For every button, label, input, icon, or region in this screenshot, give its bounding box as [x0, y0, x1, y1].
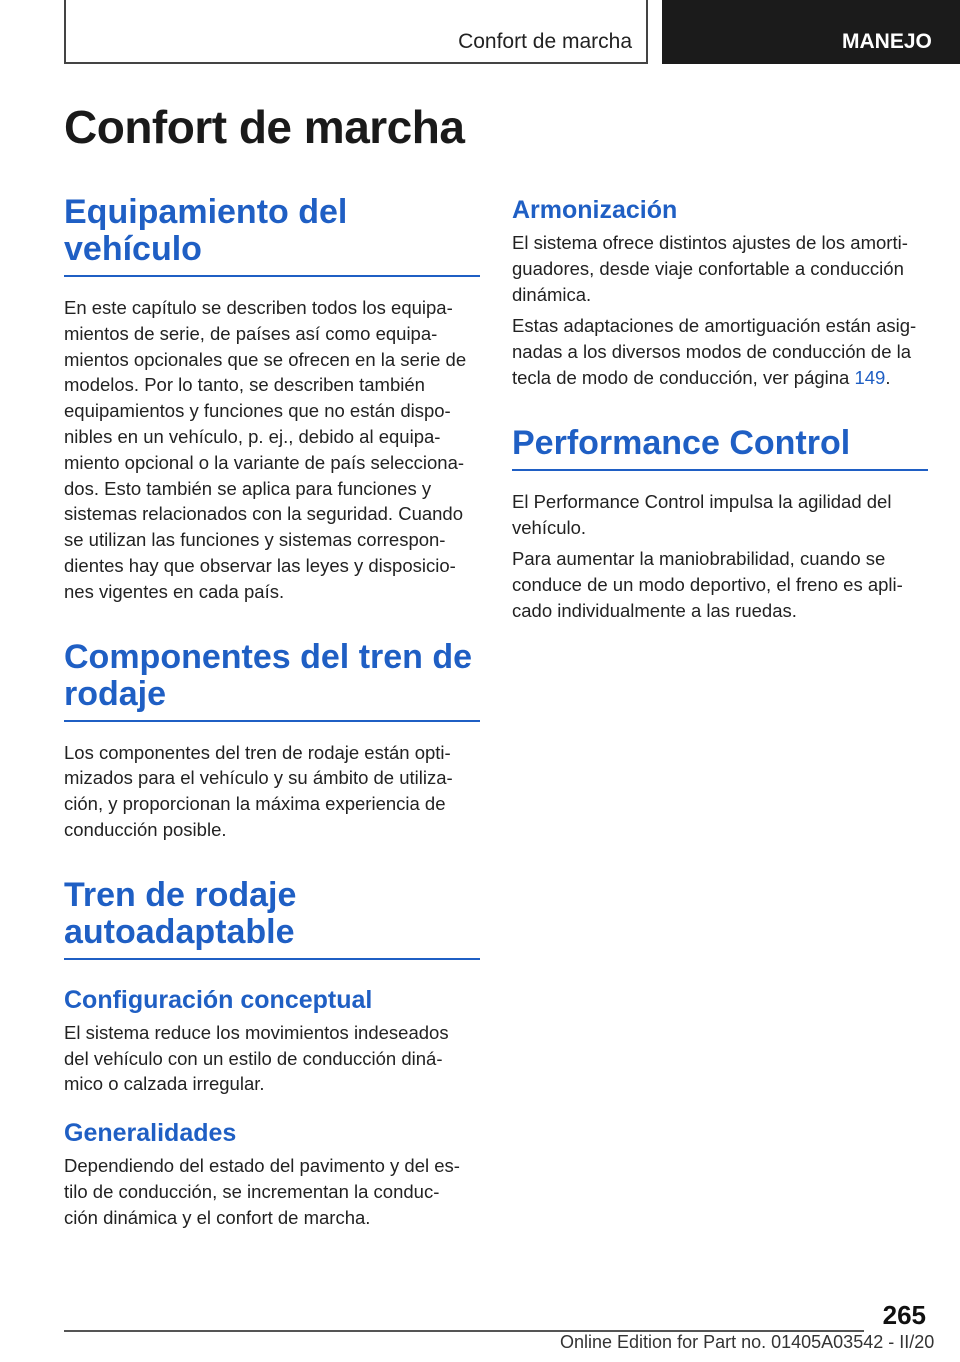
header-section-box — [64, 0, 648, 64]
left-column — [64, 194, 480, 1231]
paragraph-armonizacion-1: El sistema ofrece distintos ajustes de los amorti- guadores, desde viaje confortable a conducción dinámica. — [512, 232, 908, 305]
header-section-title: Confort de marcha — [458, 30, 632, 53]
paragraph-configuracion: El sistema reduce los movimientos indeseados del vehículo con un estilo de conducción diná- mico o calzada irregular. — [64, 1021, 449, 1095]
footer-edition: Online Edition for Part no. 01405A03542 - II/20 — [560, 1332, 935, 1352]
paragraph-componentes: Los componentes del tren de rodaje están opti- mizados para el vehículo y su ámbito de utiliza- ción, y proporcionan la máxima experiencia de conducción posible. — [64, 741, 453, 840]
paragraph-generalidades: Dependiendo del estado del pavimento y del es- tilo de conducción, se incrementan la conduc- ción dinámica y el confort de marcha. — [64, 1155, 460, 1228]
heading-generalidades: Generalidades — [64, 1119, 237, 1148]
paragraph-performance-1: El Performance Control impulsa la agilidad del vehículo. — [512, 490, 892, 538]
paragraph-equipamiento: En este capítulo se describen todos los equipa- mientos de serie, de países así como equipa- mientos opcionales que se ofrecen en la serie de modelos. Por lo tanto, se describen también equipamientos y funciones que no están dispo- nibles en un vehículo, p. ej., debido al equipa- miento opcional o la variante de país selecciona- dos. Esto también se aplica para funciones y sistemas relacionados con la seguridad. Cuando se utilizan las funciones y sistemas correspon- dientes hay que observar las leyes y disposicio- nes vigentes en cada país. — [64, 297, 467, 602]
chapter-tab[interactable] — [662, 0, 960, 64]
heading-armonizacion: Armonización — [512, 196, 678, 224]
paragraph-armonizacion-2: Estas adaptaciones de amortiguación están asig- nadas a los diversos modos de conducción de la tecla de modo de conducción, ver página 149. — [512, 315, 917, 388]
right-column — [512, 194, 928, 624]
heading-componentes: Componentes del tren de rodaje — [64, 639, 480, 722]
heading-equipamiento: Equipamiento del vehículo — [64, 194, 480, 277]
heading-tren-autoadaptable: Tren de rodaje autoadaptable — [64, 877, 480, 960]
heading-configuracion: Configuración conceptual — [64, 985, 373, 1014]
heading-performance-control: Performance Control — [512, 425, 928, 471]
page-reference-link[interactable]: 149 — [854, 366, 886, 388]
page-title: Confort de marcha — [64, 101, 465, 153]
page-number: 265 — [882, 1300, 926, 1330]
paragraph-performance-2: Para aumentar la maniobrabilidad, cuando se conduce de un modo deportivo, el freno es apli- cado individualmente a las ruedas. — [512, 548, 903, 621]
chapter-tab-label: MANEJO — [842, 30, 932, 53]
